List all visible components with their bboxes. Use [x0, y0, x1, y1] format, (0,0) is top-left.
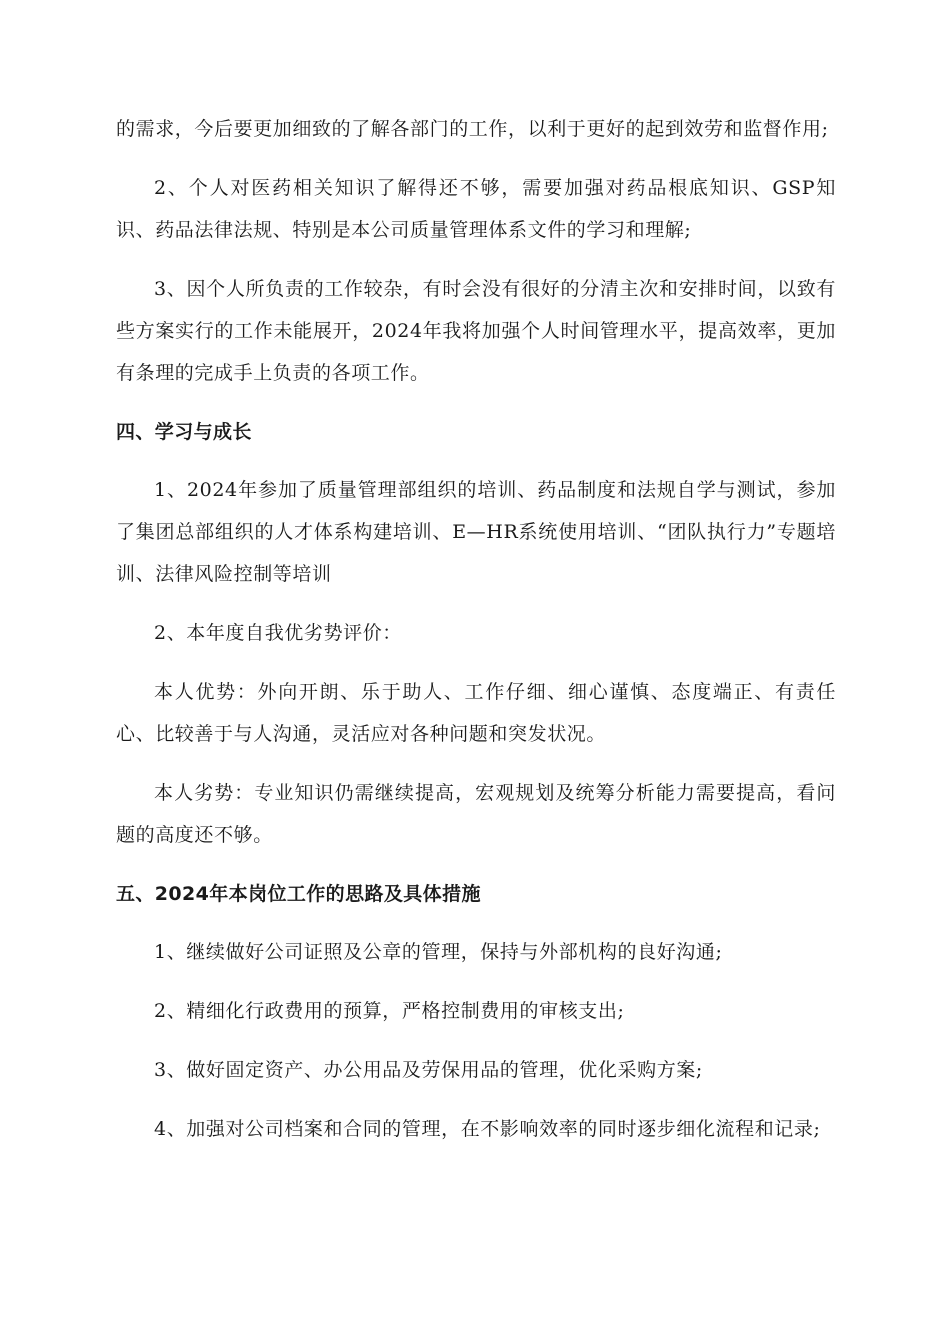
paragraph-plan-item-3: 3、做好固定资产、办公用品及劳保用品的管理，优化采购方案; [154, 1059, 703, 1081]
document-body [116, 108, 836, 1167]
paragraph-plan-item-2: 2、精细化行政费用的预算，严格控制费用的审核支出; [154, 1000, 625, 1022]
paragraph-self-evaluation: 2、本年度自我优劣势评价： [154, 622, 402, 644]
paragraph-item-2: 2、个人对医药相关知识了解得还不够，需要加强对药品根底知识、GSP知识、药品法律法规、特别是本公司质量管理体系文件的学习和理解; [116, 177, 836, 241]
paragraph-plan-item-4: 4、加强对公司档案和合同的管理，在不影响效率的同时逐步细化流程和记录; [154, 1118, 821, 1140]
paragraph-training: 1、2024年参加了质量管理部组织的培训、药品制度和法规自学与测试，参加了集团总部组织的人才体系构建培训、E—HR系统使用培训、“团队执行力”专题培训、法律风险控制等培训 [116, 479, 836, 585]
paragraph-plan-item-1: 1、继续做好公司证照及公章的管理，保持与外部机构的良好沟通; [154, 941, 723, 963]
section-heading-learning-growth: 四、学习与成长 [116, 421, 252, 443]
paragraph-continuation: 的需求，今后要更加细致的了解各部门的工作，以利于更好的起到效劳和监督作用; [116, 118, 829, 140]
paragraph-strengths: 本人优势：外向开朗、乐于助人、工作仔细、细心谨慎、态度端正、有责任心、比较善于与人沟通，灵活应对各种问题和突发状况。 [116, 681, 836, 745]
paragraph-item-3: 3、因个人所负责的工作较杂，有时会没有很好的分清主次和安排时间，以致有些方案实行的工作未能展开，2024年我将加强个人时间管理水平，提高效率，更加有条理的完成手上负责的各项工作。 [116, 278, 836, 384]
paragraph-weaknesses: 本人劣势：专业知识仍需继续提高，宏观规划及统筹分析能力需要提高，看问题的高度还不够。 [116, 782, 836, 846]
section-heading-work-plan: 五、2024年本岗位工作的思路及具体措施 [116, 883, 481, 905]
